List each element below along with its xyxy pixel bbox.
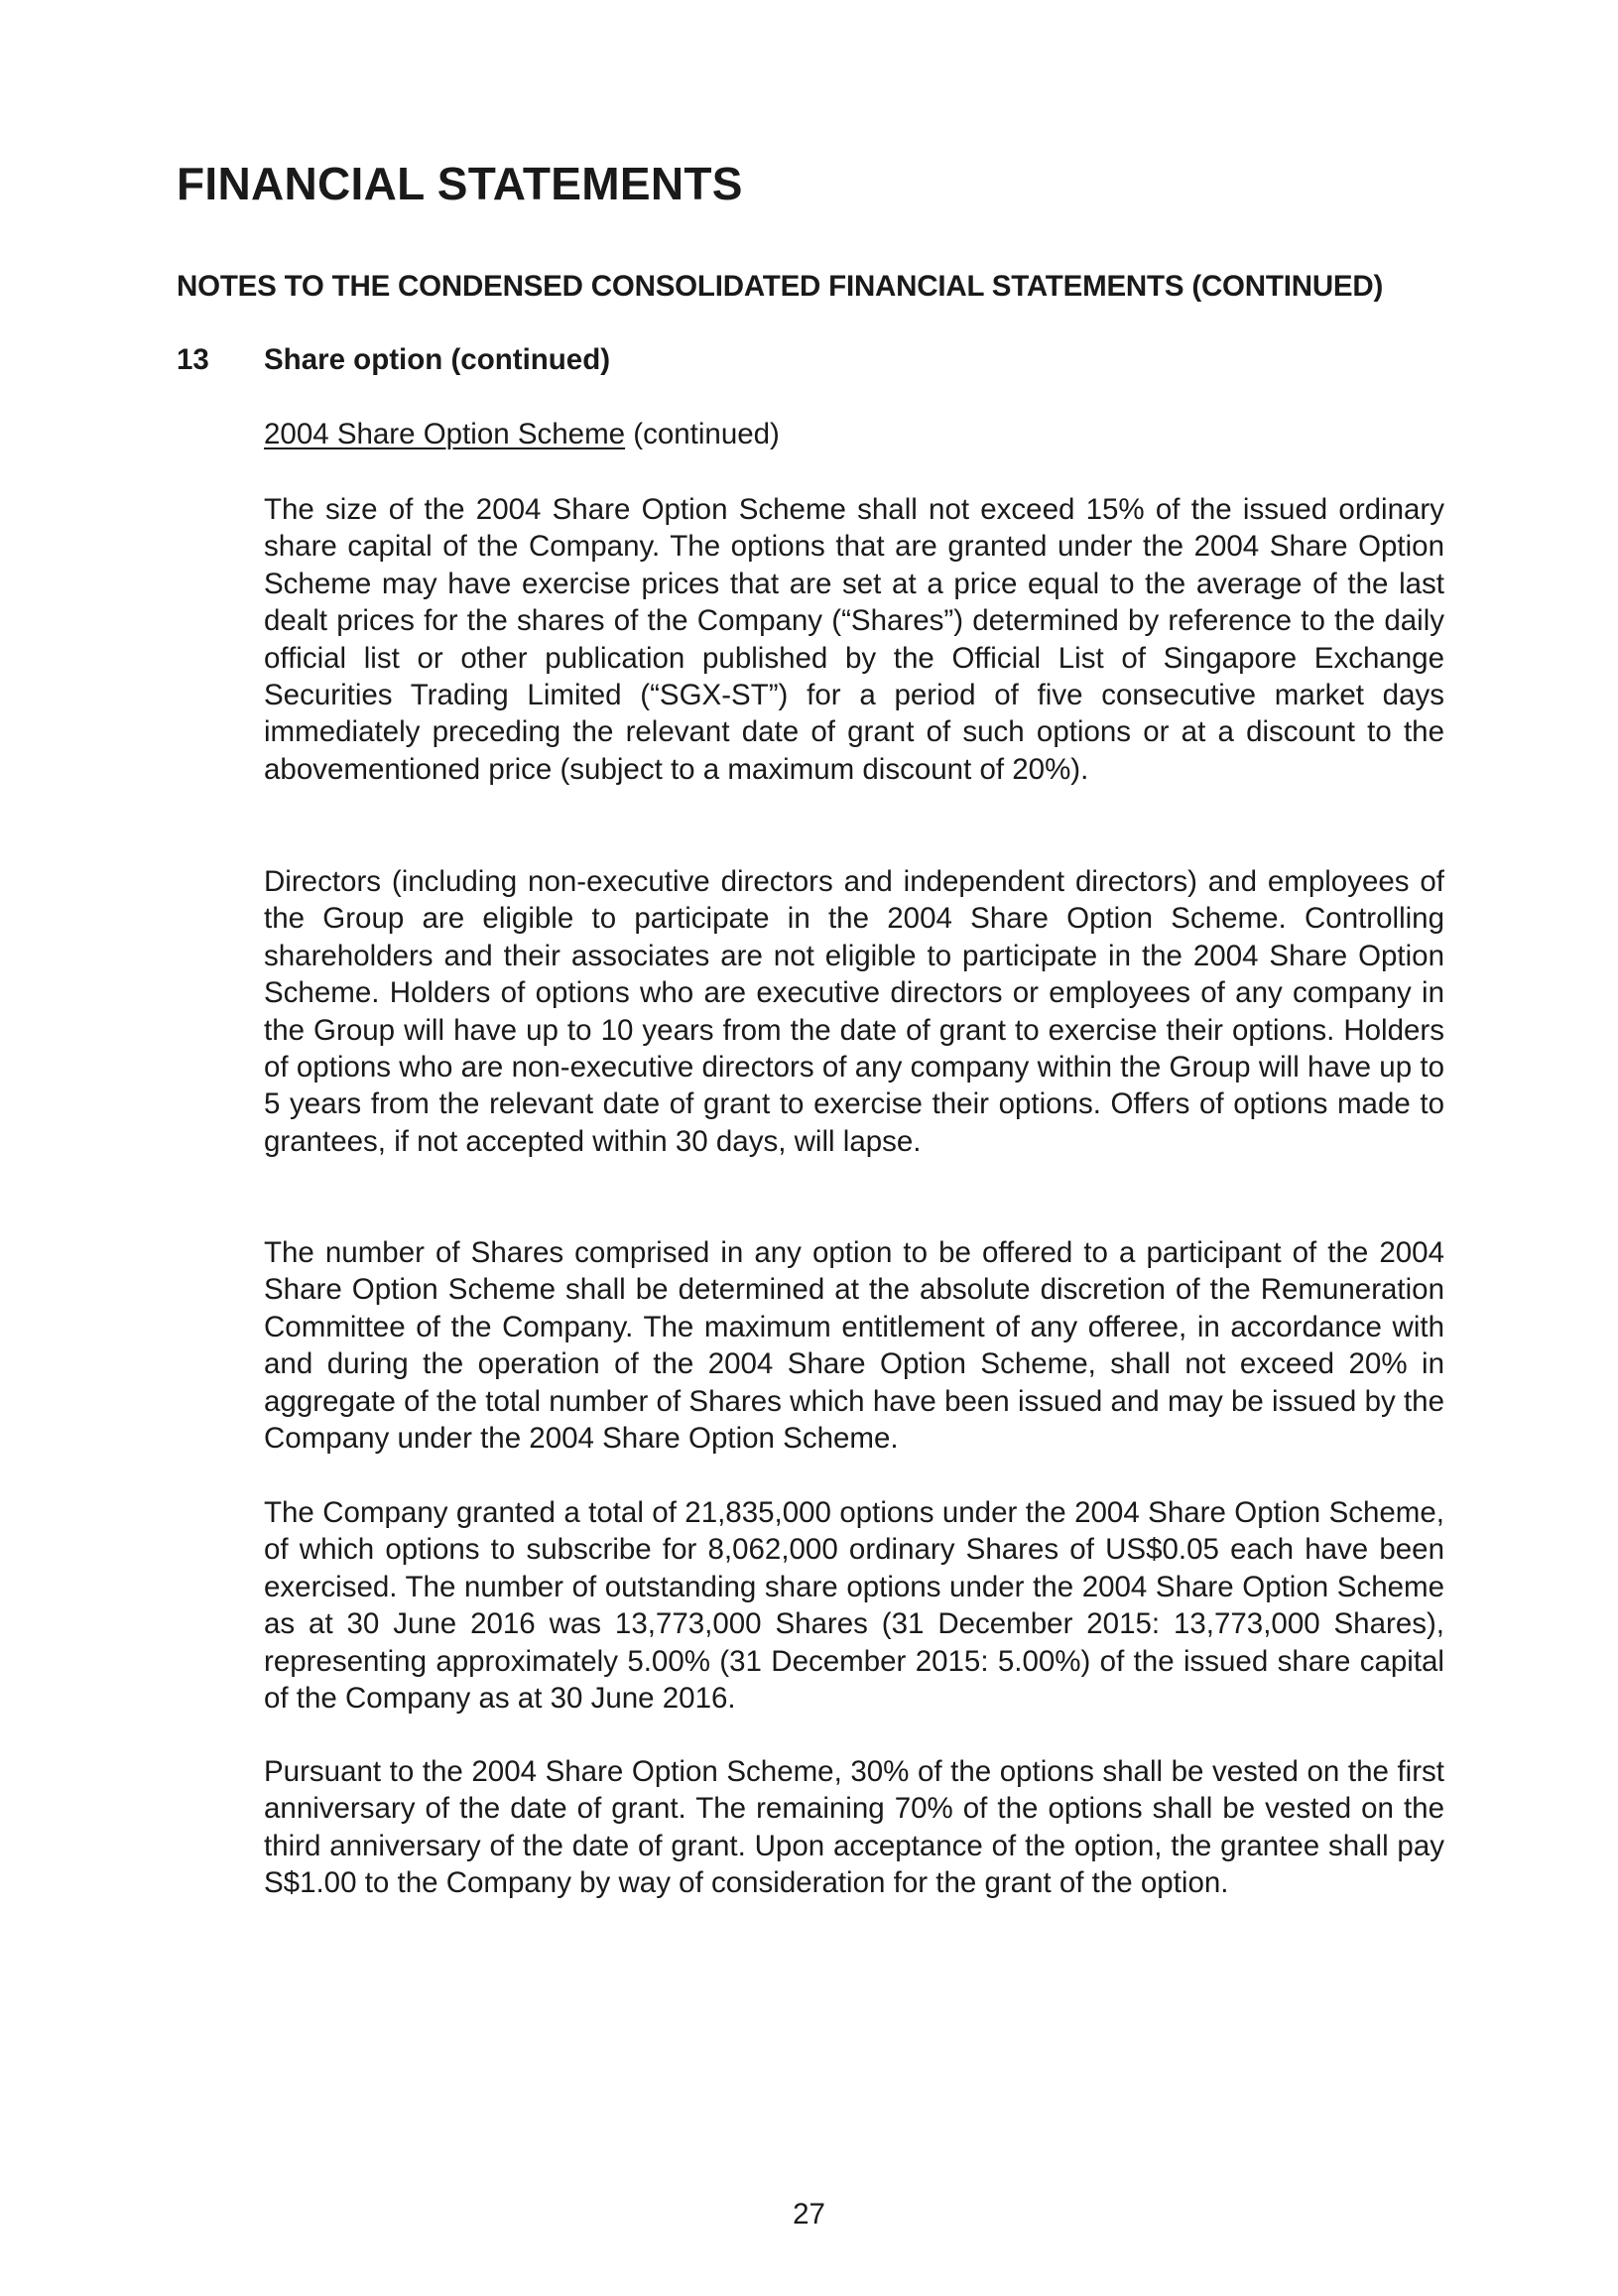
- subsection-suffix: (continued): [625, 418, 780, 450]
- subsection-heading: [264, 418, 780, 451]
- paragraph-eligibility: Directors (including non-executive directors and independent directors) and employees of the Group are eligible to participate in the 2004 Share Option Scheme. Controlling shareholders and their associates are not eligible to participate in the 2004 Share Option Scheme. Holders of options who are executive directors or employees of any company in the Group will have up to 10 years from the date of grant to exercise their options. Holders of options who are non-executive directors of any company within the Group will have up to 5 years from the relevant date of grant to exercise their options. Offers of options made to grantees, if not accepted within 30 days, will lapse.: [264, 865, 1444, 1158]
- notes-heading: NOTES TO THE CONDENSED CONSOLIDATED FINANCIAL STATEMENTS (CONTINUED): [177, 270, 1384, 303]
- document-title: FINANCIAL STATEMENTS: [177, 158, 743, 209]
- page-number: 27: [793, 2198, 825, 2231]
- paragraph-vesting: Pursuant to the 2004 Share Option Scheme, 30% of the options shall be vested on the first anniversary of the date of grant. The remaining 70% of the options shall be vested on the third anniversary of the date of grant. Upon acceptance of the option, the grantee shall pay S$1.00 to the Company by way of consideration for the grant of the option.: [264, 1755, 1444, 1900]
- paragraph-options-granted: The Company granted a total of 21,835,000 options under the 2004 Share Option Scheme, of which options to subscribe for 8,062,000 ordinary Shares of US$0.05 each have been exercised. The number of outstanding share options under the 2004 Share Option Scheme as at 30 June 2016 was 13,773,000 Shares (31 December 2015: 13,773,000 Shares), representing approximately 5.00% (31 December 2015: 5.00%) of the issued share capital of the Company as at 30 June 2016.: [264, 1496, 1444, 1716]
- section-title: Share option (continued): [264, 343, 611, 376]
- section-number: 13: [177, 343, 209, 376]
- paragraph-entitlement: The number of Shares comprised in any option to be offered to a participant of the 2004 Share Option Scheme shall be determined at the absolute discretion of the Remuneration Committee of the Company. The maximum entitlement of any offeree, in accordance with and during the operation of the 2004 Share Option Scheme, shall not exceed 20% in aggregate of the total number of Shares which have been issued and may be issued by the Company under the 2004 Share Option Scheme.: [264, 1236, 1444, 1456]
- subsection-title: 2004 Share Option Scheme: [264, 418, 626, 450]
- paragraph-scheme-size: The size of the 2004 Share Option Scheme shall not exceed 15% of the issued ordinary share capital of the Company. The options that are granted under the 2004 Share Option Scheme may have exercise prices that are set at a price equal to the average of the last dealt prices for the shares of the Company (“Shares”) determined by reference to the daily official list or other publication published by the Official List of Singapore Exchange Securities Trading Limited (“SGX-ST”) for a period of five consecutive market days immediately preceding the relevant date of grant of such options or at a discount to the abovementioned price (subject to a maximum discount of 20%).: [264, 493, 1444, 786]
